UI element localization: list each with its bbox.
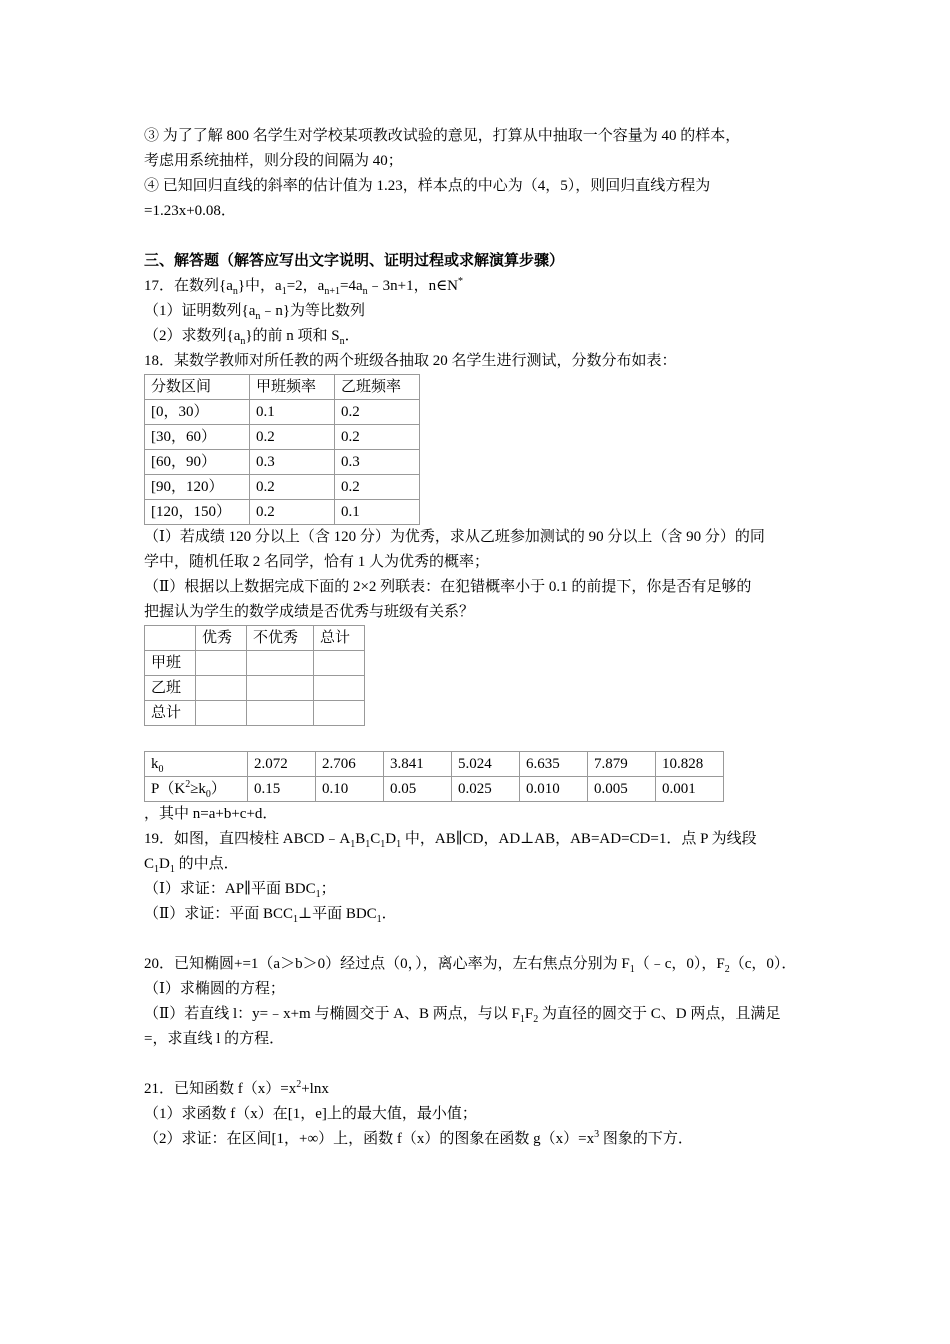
critical-value-table: [144, 751, 724, 802]
table-header-row: [145, 626, 365, 651]
table-cell: 0.3: [250, 450, 335, 475]
q20-line1: 20．已知椭圆+=1（a＞b＞0）经过点（0，），离心率为，左右焦点分别为 $F_1(﹣c$，0），$F_2(c$，0）．: [144, 956, 797, 975]
q20-part2-line1: （Ⅱ）若直线 l：y=﹣x+m 与椭圆交于 A、B 两点，与以 $F_1F_2$ 为直径的圆交于 C、D 两点，且满足: [144, 1006, 781, 1025]
k0-label-cell: $k_0$: [145, 752, 248, 777]
table-cell: 0.001: [656, 777, 724, 802]
q19-line2: $C_1D_1$ 的中点．: [144, 856, 239, 875]
item3-line1: ③ 为了了解 800 名学生对学校某项教改试验的意见，打算从中抽取一个容量为 40 的样本，: [144, 128, 741, 144]
table-cell: 0.1: [250, 400, 335, 425]
table-row: [145, 450, 420, 475]
table-cell: [30，60）: [145, 425, 250, 450]
q21-part1: （1）求函数 f（x）在[1，e]上的最大值，最小值；: [144, 1106, 477, 1122]
table-cell: 10.828: [656, 752, 724, 777]
table-cell: 0.05: [384, 777, 452, 802]
table-cell: 0.025: [452, 777, 520, 802]
table-cell: 2.072: [248, 752, 316, 777]
table-cell: 乙班: [145, 676, 196, 701]
table-cell: 0.15: [248, 777, 316, 802]
table-header-cell: 不优秀: [247, 626, 314, 651]
table-cell: 0.2: [335, 400, 420, 425]
table-cell: [120，150）: [145, 500, 250, 525]
probability-label-cell: $P(K^2\ge k_0)$: [145, 777, 248, 802]
table-cell: 7.879: [588, 752, 656, 777]
q18-note: ，其中 n=a+b+c+d．: [144, 806, 278, 822]
table-cell: 0.10: [316, 777, 384, 802]
q18-part2-line1: （Ⅱ）根据以上数据完成下面的 2×2 列联表：在犯错概率小于 0.1 的前提下，你是否有足够的: [144, 579, 752, 595]
table-header-cell: 甲班频率: [250, 375, 335, 400]
table-cell: 0.010: [520, 777, 588, 802]
table-cell: [196, 701, 247, 726]
item3-line2: 考虑用系统抽样，则分段的间隔为 40；: [144, 153, 403, 169]
table-cell: [247, 676, 314, 701]
q19-part1: （Ⅰ）求证：AP∥平面 $BDC_1$；: [144, 881, 336, 900]
q21-part2: （2）求证：在区间[1，+∞）上，函数 f（x）的图象在函数 $g(x)=x^3$ 图象的下方．: [144, 1129, 693, 1147]
q17-title: 17．在数列$\{a_n\}$中，$a_1=2$，$a_{n+1}=4a_n﹣3n+1$，n∈N*: [144, 276, 464, 297]
table-row: [145, 500, 420, 525]
table-cell: [314, 701, 365, 726]
table-cell: [196, 651, 247, 676]
table-cell: 0.2: [250, 500, 335, 525]
table-cell: 甲班: [145, 651, 196, 676]
table-cell: 0.2: [250, 425, 335, 450]
table-cell: 0.2: [250, 475, 335, 500]
contingency-table: [144, 625, 365, 726]
table-cell: 0.2: [335, 475, 420, 500]
score-distribution-table: [144, 374, 420, 525]
table-cell: [196, 676, 247, 701]
table-row: [145, 777, 724, 802]
table-header-cell: [145, 626, 196, 651]
table-header-cell: 分数区间: [145, 375, 250, 400]
table-cell: 0.005: [588, 777, 656, 802]
table-row: [145, 752, 724, 777]
table-cell: 6.635: [520, 752, 588, 777]
q20-part1: （Ⅰ）求椭圆的方程；: [144, 981, 285, 997]
table-header-cell: 乙班频率: [335, 375, 420, 400]
table-row: [145, 676, 365, 701]
table-cell: 5.024: [452, 752, 520, 777]
table-cell: [0，30）: [145, 400, 250, 425]
table-header-row: [145, 375, 420, 400]
table-cell: 2.706: [316, 752, 384, 777]
document-page: [144, 124, 810, 1152]
table-row: [145, 701, 365, 726]
q18-part1-line1: （Ⅰ）若成绩 120 分以上（含 120 分）为优秀，求从乙班参加测试的 90 分以上（含 90 分）的同: [144, 529, 765, 545]
table-cell: [247, 651, 314, 676]
table-cell: [247, 701, 314, 726]
table-cell: 3.841: [384, 752, 452, 777]
q18-part1-line2: 学中，随机任取 2 名同学，恰有 1 人为优秀的概率；: [144, 554, 490, 570]
q18-title: 18．某数学教师对所任教的两个班级各抽取 20 名学生进行测试，分数分布如表：: [144, 353, 677, 369]
q19-part2: （Ⅱ）求证：平面 $BCC_1\perp$平面 $BDC_1$．: [144, 906, 397, 925]
table-cell: 0.3: [335, 450, 420, 475]
table-cell: [314, 676, 365, 701]
table-cell: 0.1: [335, 500, 420, 525]
table-cell: 0.2: [335, 425, 420, 450]
q17-part2: （2）求数列$\{a_n\}$的前 n 项和 $S_n$．: [144, 328, 360, 347]
section-heading: 三、解答题（解答应写出文字说明、证明过程或求解演算步骤）: [144, 253, 565, 269]
table-row: [145, 651, 365, 676]
item4-line1: ④ 已知回归直线的斜率的估计值为 1.23，样本点的中心为（4，5），则回归直线方程为: [144, 178, 711, 194]
q20-part2-line2: =，求直线 l 的方程．: [144, 1031, 285, 1047]
q17-part1: （1）证明数列$\{a_n﹣n\}$为等比数列: [144, 303, 366, 322]
table-row: [145, 425, 420, 450]
q18-part2-line2: 把握认为学生的数学成绩是否优秀与班级有关系？: [144, 604, 475, 620]
table-row: [145, 400, 420, 425]
table-cell: 总计: [145, 701, 196, 726]
table-row: [145, 475, 420, 500]
table-cell: [60，90）: [145, 450, 250, 475]
table-header-cell: 优秀: [196, 626, 247, 651]
q19-line1: 19．如图，直四棱柱 $ABCD﹣A_1B_1C_1D_1$ 中，AB∥CD，AD⊥AB，AB=AD=CD=1．点 P 为线段: [144, 831, 757, 850]
table-cell: [90，120）: [145, 475, 250, 500]
table-header-cell: 总计: [314, 626, 365, 651]
table-cell: [314, 651, 365, 676]
q21-title: 21．已知函数 $f(x)=x^2+\ln x$: [144, 1079, 329, 1097]
item4-line2: =1.23x+0.08．: [144, 203, 236, 219]
